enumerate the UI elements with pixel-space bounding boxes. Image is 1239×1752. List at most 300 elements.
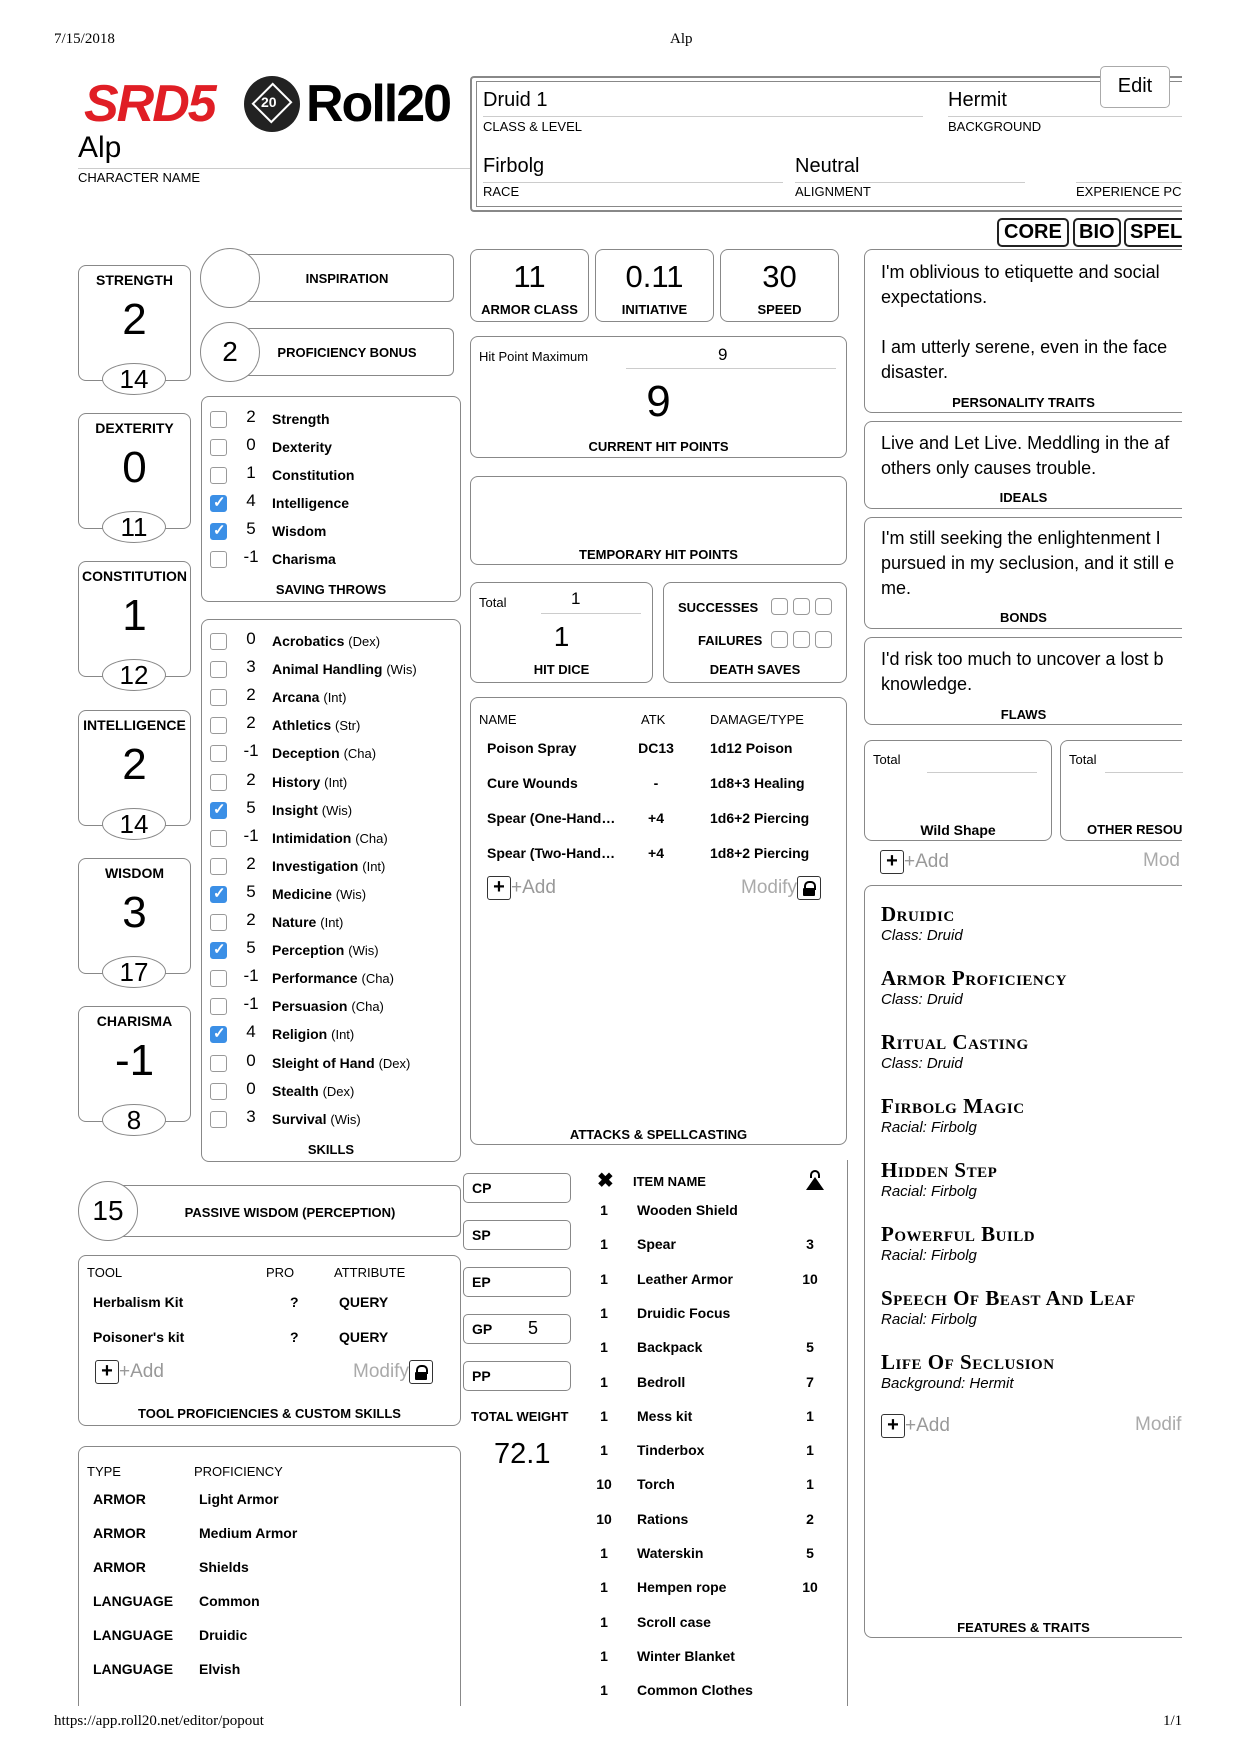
saving-throw-value[interactable]: 1 bbox=[246, 463, 256, 482]
skill-value[interactable]: 5 bbox=[246, 797, 256, 817]
successes-label: SUCCESSES bbox=[678, 600, 759, 615]
failure-checkbox-3[interactable] bbox=[815, 631, 832, 648]
attack-name[interactable]: Poison Spray bbox=[487, 740, 577, 756]
current-hp-value[interactable]: 9 bbox=[646, 377, 671, 426]
saving-throw-name: Dexterity bbox=[272, 439, 332, 455]
skill-acrobatics bbox=[202, 627, 460, 655]
saving-throw-name: Intelligence bbox=[272, 495, 350, 511]
inventory-item[interactable] bbox=[587, 1511, 847, 1542]
attacks-box bbox=[470, 697, 847, 1145]
success-checkbox-2[interactable] bbox=[793, 598, 810, 615]
proficiency-checkbox[interactable] bbox=[210, 551, 227, 568]
skill-value[interactable]: -1 bbox=[243, 994, 259, 1014]
skill-name bbox=[272, 858, 385, 874]
flaws-text[interactable]: I'd risk too much to uncover a lost b knowledge. bbox=[881, 649, 1164, 694]
proficiency-checkbox[interactable] bbox=[210, 886, 227, 903]
proficiency-type: ARMOR bbox=[93, 1491, 146, 1507]
feature-source: Racial: Firbolg bbox=[881, 1311, 977, 1328]
item-name: Waterskin bbox=[637, 1545, 704, 1561]
skill-attribute: (Int) bbox=[362, 858, 386, 874]
saving-throw-strength bbox=[202, 405, 460, 433]
inventory-item[interactable] bbox=[587, 1682, 847, 1713]
charisma-score[interactable]: 8 bbox=[102, 1104, 166, 1136]
feature-title: Druidic bbox=[881, 902, 955, 926]
bonds-text[interactable]: I'm still seeking the enlightenment I pursued in my seclusion, and it still e me. bbox=[881, 528, 1175, 598]
armor-class-value[interactable]: 11 bbox=[513, 259, 546, 294]
speed-box bbox=[720, 249, 839, 322]
skill-name bbox=[272, 1111, 361, 1127]
hp-max-label: Hit Point Maximum bbox=[479, 349, 589, 364]
proficiency-checkbox[interactable] bbox=[210, 495, 227, 512]
skill-attribute: (Wis) bbox=[386, 662, 417, 678]
proficiency-checkbox[interactable] bbox=[210, 1026, 227, 1043]
item-quantity: 1 bbox=[600, 1647, 608, 1664]
skill-medicine bbox=[202, 880, 460, 908]
coin-sp[interactable] bbox=[463, 1220, 571, 1250]
proficiency-name[interactable]: Medium Armor bbox=[199, 1525, 298, 1541]
class-level-value[interactable]: Druid 1 bbox=[483, 89, 548, 111]
inventory-item[interactable] bbox=[587, 1614, 847, 1645]
proficiency-checkbox[interactable] bbox=[210, 661, 227, 678]
attribute-col-header: ATTRIBUTE bbox=[334, 1265, 406, 1280]
saving-throw-wisdom bbox=[202, 517, 460, 545]
coin-label: GP bbox=[472, 1321, 493, 1337]
other-resources-label: OTHER RESOU bbox=[1087, 822, 1183, 837]
proficiency-checkbox[interactable] bbox=[210, 523, 227, 540]
saving-throw-value[interactable]: 0 bbox=[246, 435, 256, 454]
attack-bonus: DC13 bbox=[638, 740, 674, 756]
attack-name[interactable]: Cure Wounds bbox=[487, 775, 578, 791]
charisma-modifier[interactable]: -1 bbox=[114, 1036, 155, 1085]
skill-value[interactable]: 2 bbox=[246, 769, 256, 789]
skill-value[interactable]: 3 bbox=[246, 657, 256, 677]
failure-checkbox-1[interactable] bbox=[771, 631, 788, 648]
inventory-item[interactable] bbox=[587, 1236, 847, 1267]
skill-attribute: (Int) bbox=[324, 774, 348, 790]
pro-col-header: PRO bbox=[266, 1265, 295, 1280]
saving-throw-value[interactable]: 2 bbox=[246, 407, 256, 426]
item-quantity: 10 bbox=[596, 1510, 612, 1527]
proficiency-name[interactable]: Light Armor bbox=[199, 1491, 279, 1507]
bonds-box bbox=[864, 517, 1182, 629]
skill-attribute: (Str) bbox=[335, 718, 361, 734]
tool-pro: ? bbox=[290, 1294, 299, 1310]
skill-perception bbox=[202, 936, 460, 964]
item-quantity: 1 bbox=[600, 1373, 608, 1390]
proficiency-checkbox[interactable] bbox=[210, 774, 227, 791]
strength-label: STRENGTH bbox=[96, 272, 173, 288]
item-quantity: 1 bbox=[600, 1613, 608, 1630]
proficiency-checkbox[interactable] bbox=[210, 745, 227, 762]
skill-attribute: (Wis) bbox=[335, 886, 367, 902]
item-name: Wooden Shield bbox=[637, 1202, 738, 1218]
skill-value[interactable]: 2 bbox=[246, 685, 256, 705]
feature-source: Racial: Firbolg bbox=[881, 1247, 977, 1264]
skill-name-text: Intimidation bbox=[272, 829, 352, 846]
proficiency-checkbox[interactable] bbox=[210, 802, 227, 819]
constitution-score[interactable]: 12 bbox=[102, 659, 166, 691]
saving-throw-value[interactable]: -1 bbox=[243, 547, 259, 566]
skill-attribute: (Int) bbox=[331, 1027, 355, 1043]
skill-athletics bbox=[202, 711, 460, 739]
bonds-label: BONDS bbox=[1000, 610, 1047, 625]
item-quantity: 1 bbox=[600, 1407, 608, 1424]
item-name: Common Clothes bbox=[637, 1682, 753, 1699]
item-quantity: 1 bbox=[600, 1236, 608, 1253]
attack-bonus: - bbox=[653, 775, 659, 791]
item-quantity: 1 bbox=[600, 1304, 608, 1321]
skill-value[interactable]: 2 bbox=[246, 853, 256, 873]
saving-throw-value[interactable]: 4 bbox=[246, 491, 256, 510]
hp-max-value[interactable]: 9 bbox=[718, 345, 728, 364]
proficiency-checkbox[interactable] bbox=[210, 830, 227, 847]
feature-source: Racial: Firbolg bbox=[881, 1183, 977, 1200]
proficiency-checkbox[interactable] bbox=[210, 942, 227, 959]
proficiency-checkbox[interactable] bbox=[210, 689, 227, 706]
feature-firbolg-magic[interactable] bbox=[881, 1094, 1181, 1136]
skill-persuasion bbox=[202, 992, 460, 1020]
skill-name-text: Nature bbox=[272, 914, 317, 930]
skill-name bbox=[272, 717, 360, 733]
proficiency-checkbox[interactable] bbox=[210, 1055, 227, 1072]
item-weight: 2 bbox=[806, 1510, 814, 1527]
hit-dice-label: HIT DICE bbox=[533, 662, 590, 677]
d20-badge-text: 20 bbox=[261, 94, 277, 110]
type-col-header: TYPE bbox=[87, 1464, 121, 1479]
d20-icon bbox=[244, 76, 300, 132]
tool-col-header: TOOL bbox=[87, 1265, 123, 1280]
inventory-item[interactable] bbox=[587, 1202, 847, 1233]
constitution-modifier[interactable]: 1 bbox=[122, 591, 147, 640]
proficiency-checkbox[interactable] bbox=[210, 1111, 227, 1128]
skill-attribute: (Cha) bbox=[343, 746, 377, 762]
proficiency-col-header: PROFICIENCY bbox=[194, 1464, 283, 1479]
inspiration-label: INSPIRATION bbox=[305, 271, 389, 286]
proficiency-type: ARMOR bbox=[93, 1525, 146, 1541]
hit-dice-box bbox=[470, 582, 653, 683]
attack-damage: 1d8+3 Healing bbox=[710, 775, 805, 791]
plus-icon: + bbox=[487, 876, 511, 900]
proficiency-type: LANGUAGE bbox=[93, 1627, 174, 1643]
inventory-item[interactable] bbox=[587, 1442, 847, 1473]
item-weight: 10 bbox=[802, 1270, 818, 1287]
item-name: Mess kit bbox=[637, 1407, 693, 1424]
personality-traits-label: PERSONALITY TRAITS bbox=[952, 395, 1095, 410]
attack-name-col-header: NAME bbox=[479, 712, 517, 727]
proficiency-checkbox[interactable] bbox=[210, 467, 227, 484]
feature-title: Powerful Build bbox=[881, 1222, 1036, 1246]
skill-attribute: (Cha) bbox=[351, 999, 384, 1015]
success-checkbox-1[interactable] bbox=[771, 598, 788, 615]
item-quantity: 1 bbox=[600, 1682, 608, 1699]
ideals-label: IDEALS bbox=[999, 490, 1048, 505]
strength-modifier[interactable]: 2 bbox=[122, 295, 147, 344]
saving-throws-box bbox=[201, 396, 461, 602]
inventory-item[interactable] bbox=[587, 1339, 847, 1370]
constitution-label: CONSTITUTION bbox=[82, 568, 187, 584]
coin-gp[interactable] bbox=[463, 1314, 571, 1344]
attacks-modify-button[interactable]: Modify bbox=[741, 876, 821, 900]
skill-value[interactable]: 0 bbox=[246, 1078, 256, 1098]
feature-title: Ritual Casting bbox=[881, 1030, 1029, 1054]
skill-name-text: Acrobatics bbox=[272, 633, 345, 649]
feature-druidic[interactable] bbox=[881, 902, 1181, 944]
proficiency-checkbox[interactable] bbox=[210, 970, 227, 987]
saving-throw-name: Constitution bbox=[272, 467, 355, 483]
inspiration-toggle[interactable] bbox=[200, 248, 260, 308]
failure-checkbox-2[interactable] bbox=[793, 631, 810, 648]
proficiency-type: LANGUAGE bbox=[93, 1661, 174, 1677]
skill-name-text: Deception bbox=[272, 745, 340, 762]
proficiency-name[interactable]: Druidic bbox=[199, 1627, 248, 1643]
other-resources-total-label: Total bbox=[1069, 752, 1097, 767]
item-name: Winter Blanket bbox=[637, 1647, 735, 1664]
skill-attribute: (Cha) bbox=[355, 830, 388, 846]
proficiency-name[interactable]: Shields bbox=[199, 1559, 249, 1575]
item-quantity: 10 bbox=[596, 1476, 612, 1493]
delete-x-icon[interactable]: ✖ bbox=[597, 1170, 614, 1192]
coin-label: EP bbox=[472, 1274, 491, 1290]
edit-button[interactable]: Edit bbox=[1100, 66, 1170, 108]
intelligence-score[interactable]: 14 bbox=[102, 808, 166, 840]
skill-value[interactable]: -1 bbox=[243, 825, 259, 845]
failures-label: FAILURES bbox=[698, 633, 763, 648]
features-label: FEATURES & TRAITS bbox=[957, 1620, 1090, 1635]
tools-add-button[interactable]: + +Add bbox=[95, 1360, 164, 1384]
feature-ritual-casting[interactable] bbox=[881, 1030, 1181, 1072]
feature-title: Armor Proficiency bbox=[881, 966, 1067, 990]
race-value[interactable]: Firbolg bbox=[483, 155, 545, 177]
character-name-label: CHARACTER NAME bbox=[78, 170, 201, 185]
flaws-label: FLAWS bbox=[1000, 707, 1047, 722]
skill-value[interactable]: 0 bbox=[246, 1050, 256, 1070]
attack-bonus: +4 bbox=[648, 810, 664, 826]
wisdom-modifier[interactable]: 3 bbox=[122, 888, 147, 937]
coin-ep[interactable] bbox=[463, 1267, 571, 1297]
skill-value[interactable]: 2 bbox=[246, 910, 256, 929]
srd5-logo-text: SRD5 bbox=[84, 75, 215, 133]
attack-name[interactable]: Spear (One-Hand… bbox=[487, 810, 616, 826]
tool-proficiencies-box bbox=[78, 1255, 461, 1426]
success-checkbox-3[interactable] bbox=[815, 598, 832, 615]
saving-throw-constitution bbox=[202, 461, 460, 489]
inventory-item[interactable] bbox=[587, 1374, 847, 1405]
race-label: RACE bbox=[483, 184, 520, 199]
feature-hidden-step[interactable] bbox=[881, 1158, 1181, 1200]
personality-traits-text[interactable]: I'm oblivious to etiquette and social expectations. I am utterly serene, even in the face disaster. bbox=[881, 262, 1168, 382]
skill-name-text: Survival bbox=[272, 1110, 327, 1127]
features-add-button[interactable]: + +Add bbox=[881, 1414, 950, 1438]
initiative-value[interactable]: 0.11 bbox=[625, 259, 684, 294]
passive-wisdom-value[interactable]: 15 bbox=[78, 1181, 138, 1241]
skill-value[interactable]: -1 bbox=[243, 966, 259, 986]
tab-core[interactable]: CORE bbox=[997, 218, 1069, 247]
feature-powerful-build[interactable] bbox=[881, 1222, 1181, 1264]
speed-label: SPEED bbox=[757, 302, 802, 317]
skill-value[interactable]: 5 bbox=[246, 881, 256, 901]
tool-attribute: QUERY bbox=[339, 1294, 389, 1310]
intelligence-modifier[interactable]: 2 bbox=[122, 740, 147, 789]
print-date: 7/15/2018 bbox=[54, 31, 115, 47]
proficiency-checkbox[interactable] bbox=[210, 411, 227, 428]
proficiency-checkbox[interactable] bbox=[210, 998, 227, 1015]
skill-sleight-of-hand bbox=[202, 1049, 460, 1077]
feature-armor-proficiency[interactable] bbox=[881, 966, 1181, 1008]
inventory-item[interactable] bbox=[587, 1305, 847, 1336]
feature-life-of-seclusion[interactable] bbox=[881, 1350, 1181, 1392]
attack-bonus: +4 bbox=[648, 845, 664, 861]
skill-value[interactable]: 2 bbox=[246, 713, 256, 733]
inventory-item[interactable] bbox=[587, 1271, 847, 1302]
coin-pp[interactable] bbox=[463, 1361, 571, 1391]
skill-intimidation bbox=[202, 824, 460, 852]
proficiency-checkbox[interactable] bbox=[210, 858, 227, 875]
skill-value[interactable]: 0 bbox=[246, 629, 256, 648]
skill-name bbox=[272, 745, 376, 761]
attack-name[interactable]: Spear (Two-Hand… bbox=[487, 845, 616, 861]
armor-class-label: ARMOR CLASS bbox=[481, 302, 578, 317]
proficiency-checkbox[interactable] bbox=[210, 633, 227, 650]
skill-name-text: Sleight of Hand bbox=[272, 1054, 375, 1071]
hit-dice-total-value[interactable]: 1 bbox=[571, 589, 581, 608]
proficiency-bonus-label: PROFICIENCY BONUS bbox=[277, 345, 417, 360]
dexterity-modifier[interactable]: 0 bbox=[122, 443, 147, 492]
temp-hp-box bbox=[470, 476, 847, 565]
skill-name-text: History bbox=[272, 773, 321, 790]
skill-value[interactable]: 4 bbox=[246, 1022, 256, 1042]
hit-dice-value[interactable]: 1 bbox=[553, 621, 570, 652]
saving-throw-name: Strength bbox=[272, 411, 330, 427]
skill-name-text: Arcana bbox=[272, 689, 320, 706]
feature-speech-of-beast-and-leaf[interactable] bbox=[881, 1286, 1181, 1328]
inventory-item[interactable] bbox=[587, 1545, 847, 1576]
skill-nature bbox=[202, 908, 460, 936]
item-name: Torch bbox=[637, 1476, 675, 1493]
skill-attribute: (Dex) bbox=[378, 1055, 411, 1071]
skill-attribute: (Int) bbox=[320, 915, 344, 930]
intelligence-label: INTELLIGENCE bbox=[83, 717, 186, 733]
tab-spells[interactable]: SPEL bbox=[1124, 218, 1182, 247]
skill-name-text: Insight bbox=[272, 801, 318, 818]
item-weight: 1 bbox=[806, 1442, 814, 1459]
skill-name bbox=[272, 886, 366, 902]
skill-name bbox=[272, 998, 384, 1014]
armor-class-box bbox=[470, 249, 589, 322]
skill-name bbox=[272, 1055, 410, 1071]
item-quantity: 1 bbox=[600, 1545, 608, 1561]
coin-value[interactable]: 5 bbox=[528, 1318, 539, 1338]
skill-attribute: (Wis) bbox=[321, 802, 353, 818]
item-weight: 10 bbox=[802, 1579, 818, 1596]
death-saves-box bbox=[663, 582, 847, 683]
speed-value[interactable]: 30 bbox=[762, 259, 797, 294]
experience-label: EXPERIENCE PC bbox=[1076, 184, 1182, 199]
print-url: https://app.roll20.net/editor/popout bbox=[54, 1713, 264, 1729]
proficiency-checkbox[interactable] bbox=[210, 717, 227, 734]
saving-throw-value[interactable]: 5 bbox=[246, 519, 256, 538]
personality-traits-box bbox=[864, 249, 1182, 413]
item-name: Druidic Focus bbox=[637, 1304, 731, 1321]
skill-attribute: (Dex) bbox=[322, 1083, 355, 1099]
class-level-label: CLASS & LEVEL bbox=[483, 119, 582, 134]
character-name[interactable]: Alp bbox=[78, 131, 122, 164]
tool-attribute: QUERY bbox=[339, 1329, 389, 1345]
inventory-item[interactable] bbox=[587, 1648, 847, 1679]
inventory-item[interactable] bbox=[587, 1579, 847, 1610]
ideals-text[interactable]: Live and Let Live. Meddling in the af others only causes trouble. bbox=[881, 433, 1170, 478]
initiative-label: INITIATIVE bbox=[621, 302, 688, 317]
attacks-add-button[interactable]: + +Add bbox=[487, 876, 556, 900]
dexterity-label: DEXTERITY bbox=[95, 420, 174, 436]
tools-modify-button[interactable]: Modify bbox=[353, 1360, 433, 1384]
skill-value[interactable]: 3 bbox=[246, 1106, 256, 1126]
saving-throw-name: Charisma bbox=[272, 551, 336, 567]
coin-cp[interactable] bbox=[463, 1173, 571, 1203]
inventory-item[interactable] bbox=[587, 1408, 847, 1439]
other-resources-box bbox=[1060, 740, 1182, 841]
feature-source: Class: Druid bbox=[881, 1055, 963, 1072]
skill-history bbox=[202, 768, 460, 796]
skill-name bbox=[272, 802, 352, 818]
item-name: Hempen rope bbox=[637, 1579, 727, 1596]
plus-icon: + bbox=[95, 1360, 119, 1384]
skill-value[interactable]: 5 bbox=[246, 938, 256, 958]
item-quantity: 1 bbox=[600, 1579, 608, 1596]
tool-name[interactable]: Herbalism Kit bbox=[93, 1294, 184, 1310]
hit-points-box bbox=[470, 336, 847, 458]
item-quantity: 1 bbox=[600, 1270, 608, 1287]
skills-box bbox=[201, 619, 461, 1162]
skill-attribute: (Wis) bbox=[330, 1111, 361, 1127]
passive-wisdom-label: PASSIVE WISDOM (PERCEPTION) bbox=[184, 1205, 396, 1220]
proficiency-checkbox[interactable] bbox=[210, 914, 227, 931]
features-modify-button[interactable]: Modif bbox=[1135, 1414, 1182, 1435]
resources-add-button[interactable]: + +Add bbox=[880, 850, 949, 874]
alignment-value[interactable]: Neutral bbox=[795, 155, 860, 177]
resources-modify-button[interactable]: Mod bbox=[1143, 850, 1180, 871]
tab-bio[interactable]: BIO bbox=[1073, 218, 1121, 247]
item-name: Bedroll bbox=[637, 1373, 686, 1390]
skill-name bbox=[272, 1026, 354, 1042]
print-page: 1/1 bbox=[1163, 1713, 1183, 1729]
proficiency-checkbox[interactable] bbox=[210, 439, 227, 456]
attacks-label: ATTACKS & SPELLCASTING bbox=[569, 1127, 748, 1142]
skill-animal-handling bbox=[202, 655, 460, 683]
attack-damage: 1d8+2 Piercing bbox=[710, 845, 810, 861]
strength-score[interactable]: 14 bbox=[102, 363, 166, 395]
skill-deception bbox=[202, 739, 460, 767]
skill-attribute: (Wis) bbox=[348, 943, 379, 959]
inventory-item[interactable] bbox=[587, 1476, 847, 1507]
wisdom-score[interactable]: 17 bbox=[102, 956, 166, 988]
background-value[interactable]: Hermit bbox=[948, 89, 1007, 111]
proficiency-bonus-value[interactable]: 2 bbox=[200, 322, 260, 382]
item-name: Leather Armor bbox=[637, 1270, 733, 1287]
tool-name[interactable]: Poisoner's kit bbox=[93, 1329, 185, 1345]
dexterity-score[interactable]: 11 bbox=[102, 511, 166, 543]
total-weight-label: TOTAL WEIGHT bbox=[471, 1409, 569, 1424]
feature-title: Life Of Seclusion bbox=[881, 1350, 1055, 1374]
proficiency-type: ARMOR bbox=[93, 1559, 146, 1575]
coin-label: CP bbox=[472, 1180, 492, 1196]
proficiency-name[interactable]: Elvish bbox=[199, 1661, 241, 1677]
proficiency-name[interactable]: Common bbox=[199, 1593, 260, 1609]
roll20-logo-text: Roll20 bbox=[306, 75, 451, 133]
proficiency-checkbox[interactable] bbox=[210, 1083, 227, 1100]
skill-value[interactable]: -1 bbox=[243, 741, 259, 761]
attack-damage-col-header: DAMAGE/TYPE bbox=[710, 712, 804, 727]
item-quantity: 1 bbox=[600, 1339, 608, 1356]
